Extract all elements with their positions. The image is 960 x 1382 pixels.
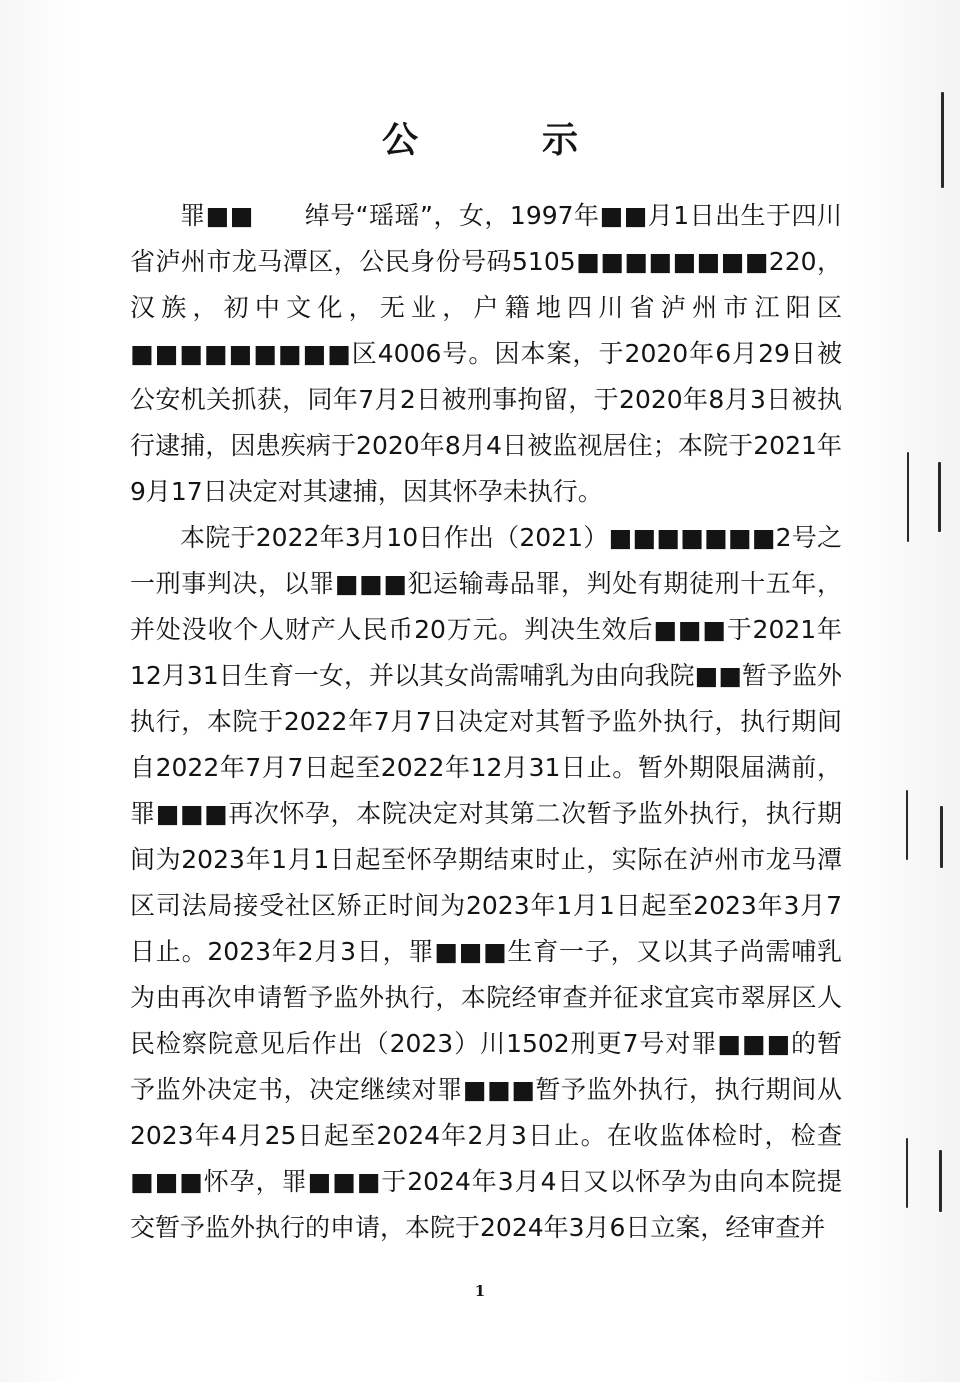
document-title: 公 示 bbox=[381, 120, 622, 161]
scan-edge-mark bbox=[941, 92, 944, 188]
paragraph-personal-info: 罪■■ 绰号“瑶瑶”，女，1997年■■月1日出生于四川省泸州市龙马潭区，公民身份号码5105■■■■■■■■220，汉族，初中文化，无业，户籍地四川省泸州市江阳区■■■■■■■■■区4006号。因本案，于2020年6月29日被公安机关抓获，同年7月2日被刑事拘留，于2020年8月3日被执行逮捕，因患疾病于2020年8月4日被监视居住；本院于2021年9月17日决定对其逮捕，因其怀孕未执行。 bbox=[130, 201, 842, 506]
scan-edge-mark bbox=[906, 790, 908, 860]
scan-edge-mark bbox=[940, 806, 943, 868]
scan-edge-mark bbox=[906, 1138, 908, 1208]
paragraph-judgment-history: 本院于2022年3月10日作出（2021）■■■■■■■2号之一刑事判决，以罪■■■犯运输毒品罪，判处有期徒刑十五年，并处没收个人财产人民币20万元。判决生效后■■■于2021年12月31日生育一女，并以其女尚需哺乳为由向我院■■暂予监外执行，本院于2022年7月7日决定对其暂予监外执行，执行期间自2022年7月7日起至2022年12月31日止。暂外期限届满前，罪■■■再次怀孕，本院决定对其第二次暂予监外执行，执行期间为2023年1月1日起至怀孕期结束时止，实际在泸州市龙马潭区司法局接受社区矫正时间为2023年1月1日起至2023年3月7日止。2023年2月3日，罪■■■生育一子，又以其子尚需哺乳为由再次申请暂予监外执行，本院经审查并征求宜宾市翠屏区人民检察院意见后作出（2023）川1502刑更7号对罪■■■的暂予监外决定书，决定继续对罪■■■暂予监外执行，执行期间从2023年4月25日起至2024年2月3日止。在收监体检时，检查■■■怀孕，罪■■■于2024年3月4日又以怀孕为由向本院提交暂予监外执行的申请，本院于2024年3月6日立案，经审查并 bbox=[130, 523, 842, 1242]
scan-edge-mark bbox=[907, 452, 909, 542]
page-number: 1 bbox=[474, 1282, 486, 1300]
document-body bbox=[130, 193, 842, 1251]
scan-edge-mark bbox=[939, 1150, 942, 1212]
scan-edge-mark bbox=[938, 462, 941, 532]
